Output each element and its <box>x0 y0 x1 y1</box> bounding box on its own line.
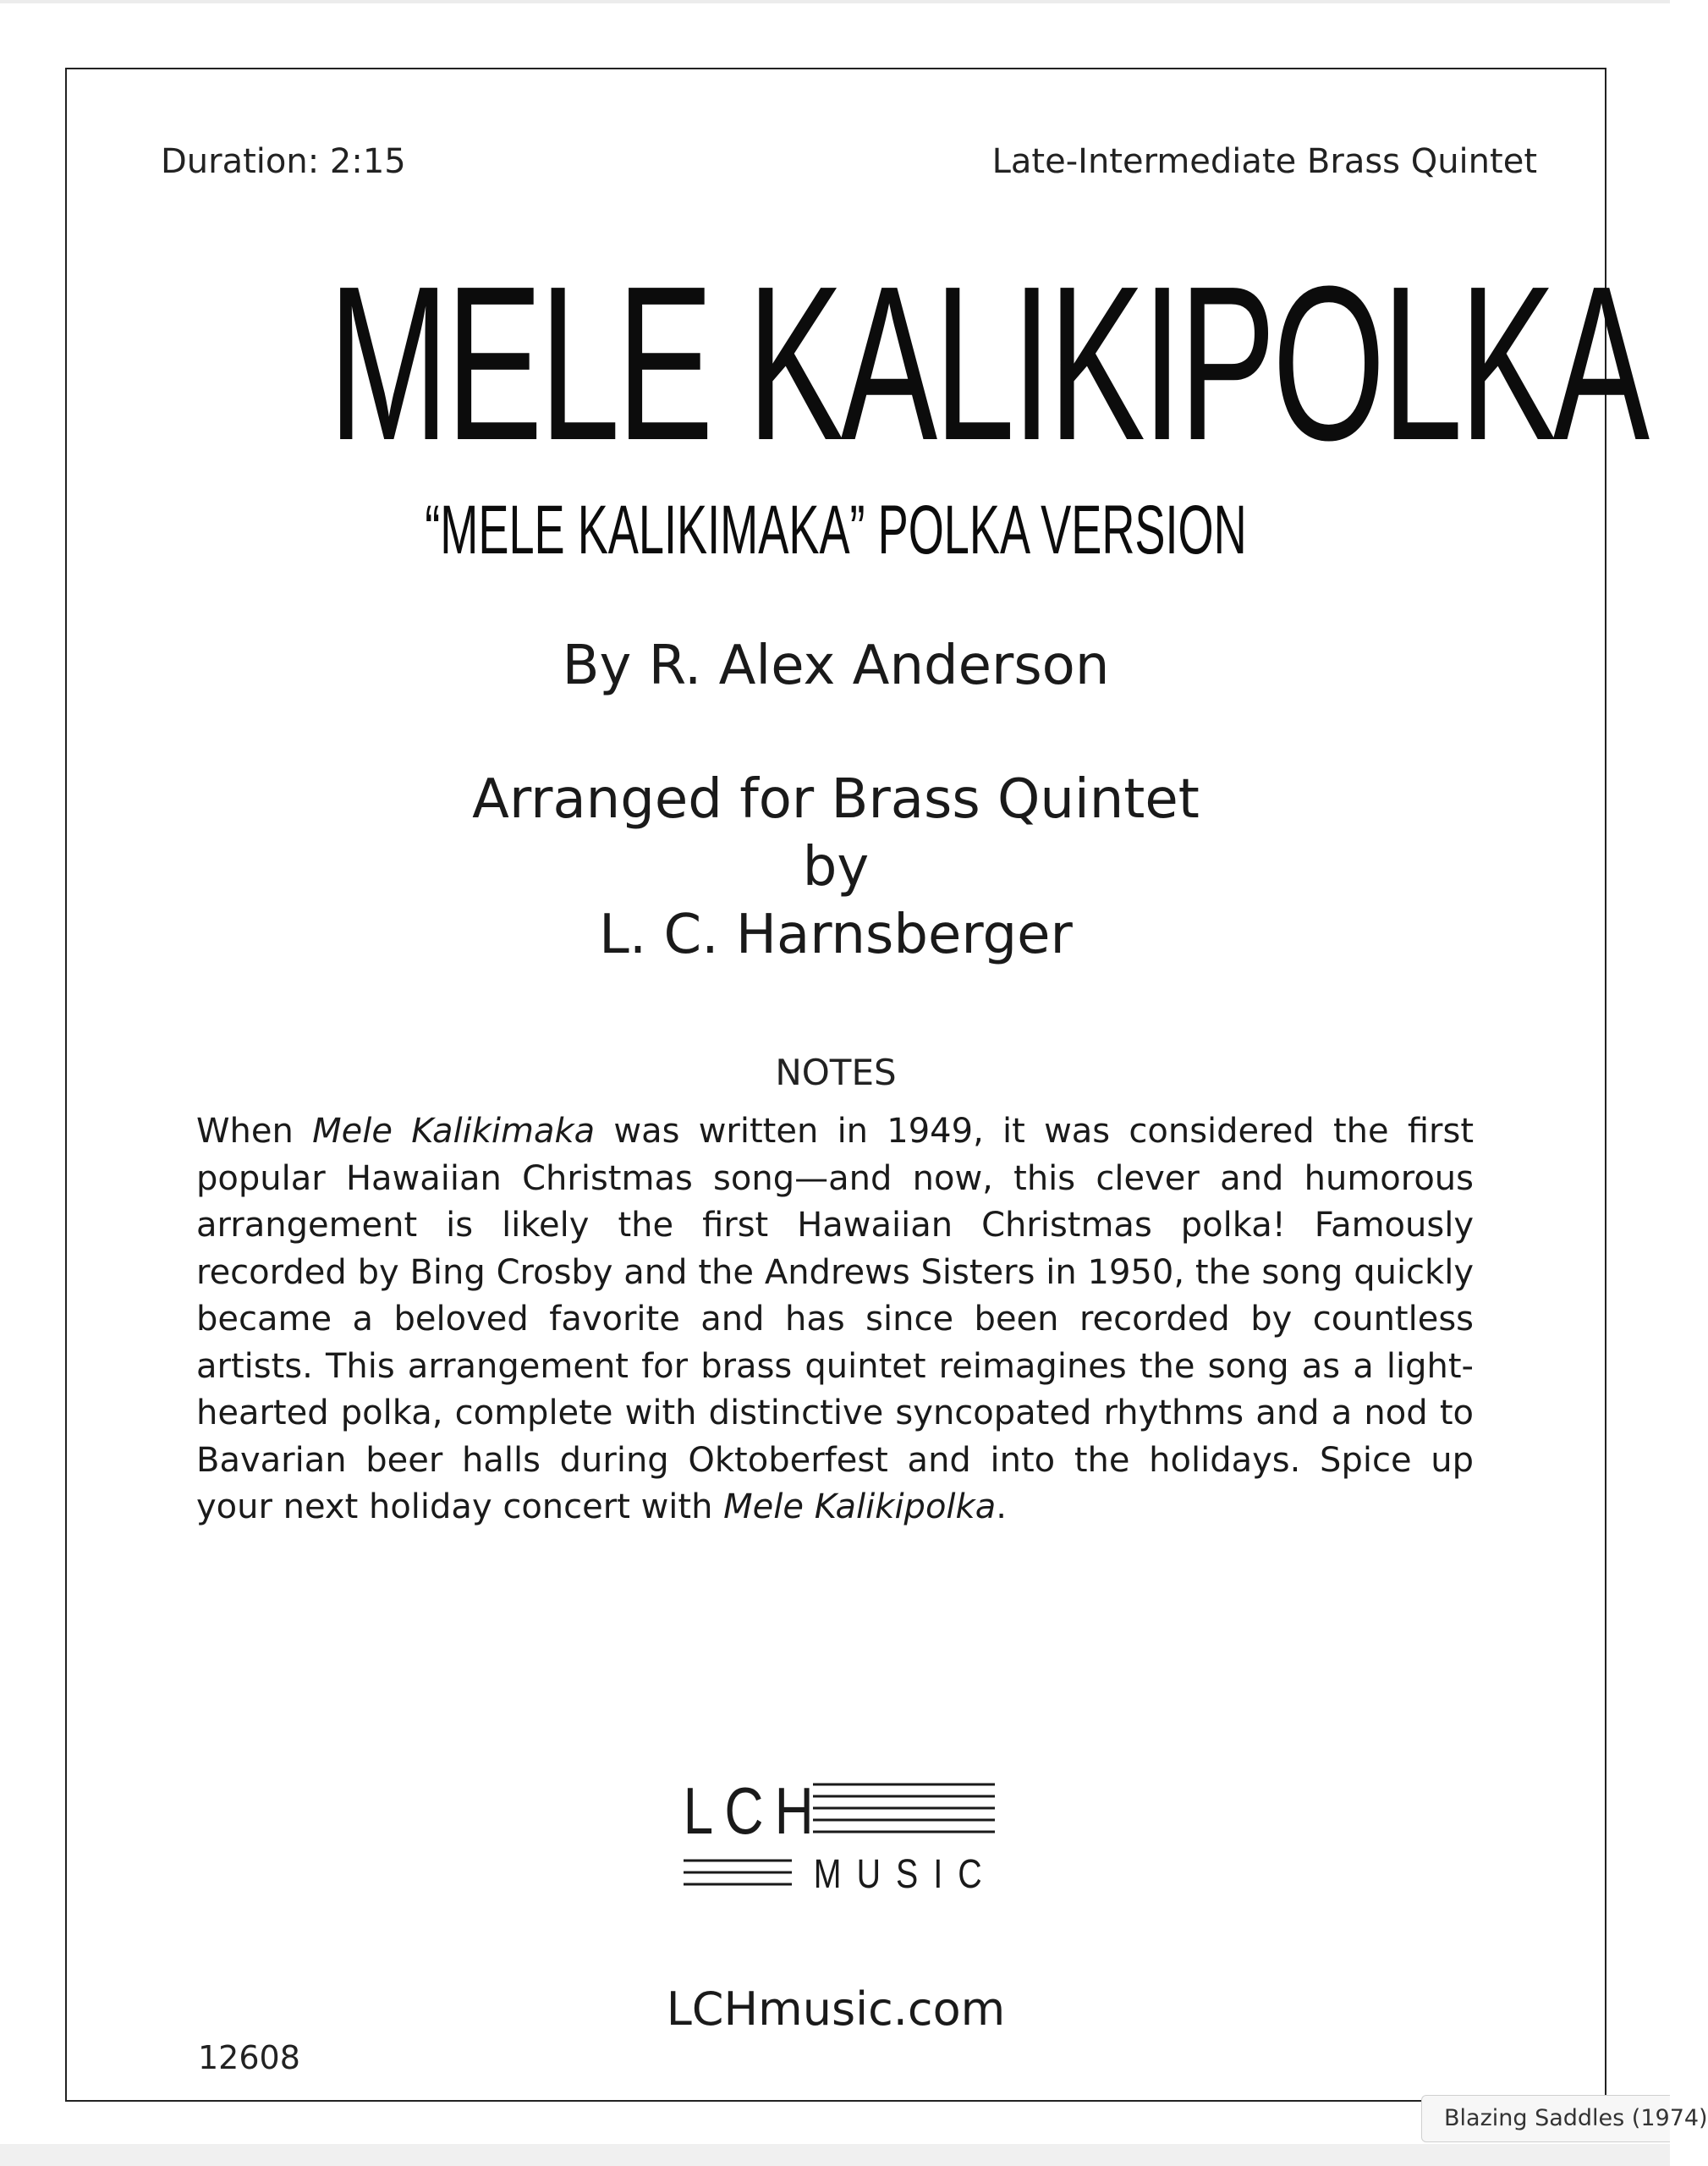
hover-tooltip: Blazing Saddles (1974) <box>1421 2095 1670 2142</box>
arranger-credit <box>67 766 1605 969</box>
catalog-number: 12608 <box>198 2039 300 2076</box>
logo-staff-lines-top <box>813 1784 995 1832</box>
piece-title: MELE KALIKIPOLKA <box>328 241 1647 487</box>
piece-subtitle: “MELE KALIKIMAKA” POLKA VERSION <box>425 492 1247 569</box>
lch-music-logo <box>682 1773 995 1959</box>
arranged-for-line: Arranged for Brass Quintet <box>472 768 1200 831</box>
publisher-website: LCHmusic.com <box>666 1982 1006 2036</box>
arranged-by-line: by <box>802 836 870 899</box>
window-top-edge <box>0 0 1670 3</box>
notes-italic-arrangement-title: Mele Kalikipolka <box>723 1487 997 1526</box>
notes-italic-original-title: Mele Kalikimaka <box>312 1112 596 1151</box>
duration-label: Duration: 2:15 <box>161 142 406 181</box>
window-bottom-edge <box>0 2144 1670 2166</box>
notes-text-2: was written in 1949, it was considered the first popular Hawaiian Christmas song—and now, this clever and humorous arrangement is likely the first Hawaiian Christmas polka! Famously recorded by Bing Crosby and the Andrews Sisters in 1950, the song quickly became a beloved favorite and has since been recorded by countless artists. This arrangement for brass quintet reimagines the song as a light-hearted polka, complete with distinctive syncopated rhythms and a nod to Bavarian beer halls during Oktoberfest and into the holidays. Spice up your next holiday concert with <box>196 1112 1475 1526</box>
logo-staff-lines-bottom <box>684 1861 792 1884</box>
logo-music-text: MUSIC <box>813 1851 997 1897</box>
notes-paragraph <box>196 1108 1474 1531</box>
composer-credit: By R. Alex Anderson <box>562 635 1110 697</box>
notes-text-3: . <box>996 1487 1007 1526</box>
difficulty-level-label: Late-Intermediate Brass Quintet <box>991 142 1537 181</box>
sheet-music-cover-page <box>65 68 1647 2102</box>
logo-lch-text: LCH <box>683 1774 825 1849</box>
notes-text-1: When <box>196 1112 313 1151</box>
arranger-name: L. C. Harnsberger <box>599 904 1073 966</box>
notes-heading: NOTES <box>775 1052 897 1093</box>
